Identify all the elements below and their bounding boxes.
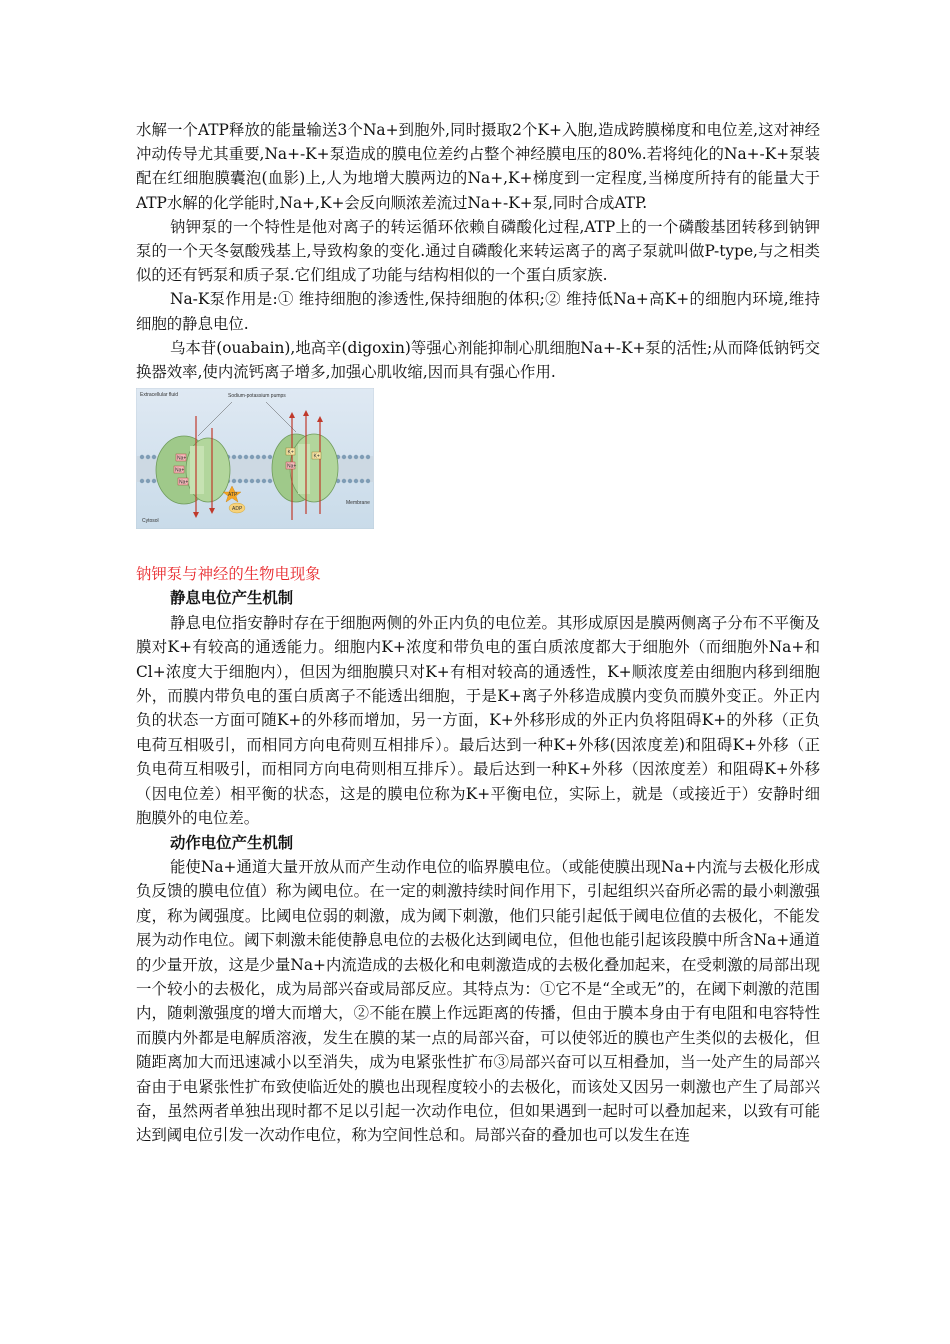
na-ion-label: Na+ xyxy=(179,479,189,486)
pumps-label: Sodium-potassium pumps xyxy=(228,393,286,400)
paragraph-atp-transport: 水解一个ATP释放的能量输送3个Na+到胞外,同时摄取2个K+入胞,造成跨膜梯度和电位差,这对神经冲动传导尤其重要,Na+-K+泵造成的膜电位差约占整个神经膜电压的80%.若将纯化的Na+-K+泵装配在红细胞膜囊泡(血影)上,人为地增大膜两边的Na+,K+梯度到一定程度,当梯度所持有的能量大于ATP水解的化学能时,Na+,K+会反向顺浓差流过Na+-K+泵,同时合成ATP. xyxy=(136,121,820,212)
right-pump-protein xyxy=(272,434,338,502)
bioelectric-section xyxy=(136,586,820,1147)
paragraph-phosphorylation: 钠钾泵的一个特性是他对离子的转运循环依赖自磷酸化过程,ATP上的一个磷酸基团转移到钠钾泵的一个天冬氨酸残基上,导致构象的变化.通过自磷酸化来转运离子的离子泵就叫做P-type,与之相类似的还有钙泵和质子泵.它们组成了功能与结构相似的一个蛋白质家族. xyxy=(136,217,820,285)
paragraph-cardiac-glycosides: 乌本苷(ouabain),地高辛(digoxin)等强心剂能抑制心肌细胞Na+-K+泵的活性;从而降低钠钙交换器效率,使内流钙离子增多,加强心肌收缩,因而具有强心作用. xyxy=(136,338,820,382)
pump-diagram xyxy=(136,388,374,529)
extracellular-label: Extracellular fluid xyxy=(140,392,179,399)
action-potential-heading: 动作电位产生机制 xyxy=(170,833,294,852)
na-ion-label: Na+ xyxy=(177,455,187,462)
k-ion-label: K+ xyxy=(287,449,294,456)
adp-label: ADP xyxy=(232,506,243,513)
paragraph-pump-function: Na-K泵作用是:① 维持细胞的渗透性,保持细胞的体积;② 维持低Na+高K+的细胞内环境,维持细胞的静息电位. xyxy=(136,290,820,333)
na-ion-label: Na+ xyxy=(287,463,297,470)
cytosol-label: Cytosol xyxy=(142,518,159,525)
k-ion-label: K+ xyxy=(313,453,320,460)
atp-label: ATP xyxy=(228,492,238,499)
section-title: 钠钾泵与神经的生物电现象 xyxy=(136,565,321,584)
sodium-potassium-pump-figure xyxy=(136,388,374,529)
membrane-label: Membrane xyxy=(346,500,370,507)
left-pump-protein xyxy=(156,436,230,504)
document-page xyxy=(136,118,820,1148)
resting-potential-heading: 静息电位产生机制 xyxy=(170,589,294,608)
resting-potential-text: 静息电位指安静时存在于细胞两侧的外正内负的电位差。其形成原因是膜两侧离子分布不平衡及膜对K+有较高的通透能力。细胞内K+浓度和带负电的蛋白质浓度都大于细胞外（而细胞外Na+和Cl+浓度大于细胞内），但因为细胞膜只对K+有相对较高的通透性，K+顺浓度差由细胞内移到细胞外，而膜内带负电的蛋白质离子不能透出细胞，于是K+离子外移造成膜内变负而膜外变正。外正内负的状态一方面可随K+的外移而增加，另一方面，K+外移形成的外正内负将阻碍K+的外移（正负电荷互相吸引，而相同方向电荷则互相排斥）。最后达到一种K+外移(因浓度差)和阻碍K+外移（正负电荷互相吸引，而相同方向电荷则相互排斥）。最后达到一种K+外移（因浓度差）和阻碍K+外移（因电位差）相平衡的状态，这是的膜电位称为K+平衡电位，实际上，就是（或接近于）安静时细胞膜外的电位差。 xyxy=(136,613,820,828)
na-ion-label: Na+ xyxy=(175,467,185,474)
action-potential-text: 能使Na+通道大量开放从而产生动作电位的临界膜电位。（或能使膜出现Na+内流与去极化形成负反馈的膜电位值）称为阈电位。在一定的刺激持续时间作用下，引起组织兴奋所必需的最小刺激强度，称为阈强度。比阈电位弱的刺激，成为阈下刺激，他们只能引起低于阈电位值的去极化，不能发展为动作电位。阈下刺激未能使静息电位的去极化达到阈电位，但他也能引起该段膜中所含Na+通道的少量开放，这是少量Na+内流造成的去极化和电刺激造成的去极化叠加起来，在受刺激的局部出现一个较小的去极化，成为局部兴奋或局部反应。其特点为：①它不是“全或无”的，在阈下刺激的范围内，随刺激强度的增大而增大，②不能在膜上作远距离的传播，但由于膜本身由于有电阻和电容特性而膜内外都是电解质溶液，发生在膜的某一点的局部兴奋，可以使邻近的膜也产生类似的去极化，但随距离加大而迅速减小以至消失，成为电紧张性扩布③局部兴奋可以互相叠加，当一处产生的局部兴奋由于电紧张性扩布致使临近处的膜也出现程度较小的去极化，而该处又因另一刺激也产生了局部兴奋，虽然两者单独出现时都不足以引起一次动作电位，但如果遇到一起时可以叠加起来，以致有可能达到阈电位引发一次动作电位，称为空间性总和。局部兴奋的叠加也可以发生在连 xyxy=(136,857,820,1145)
